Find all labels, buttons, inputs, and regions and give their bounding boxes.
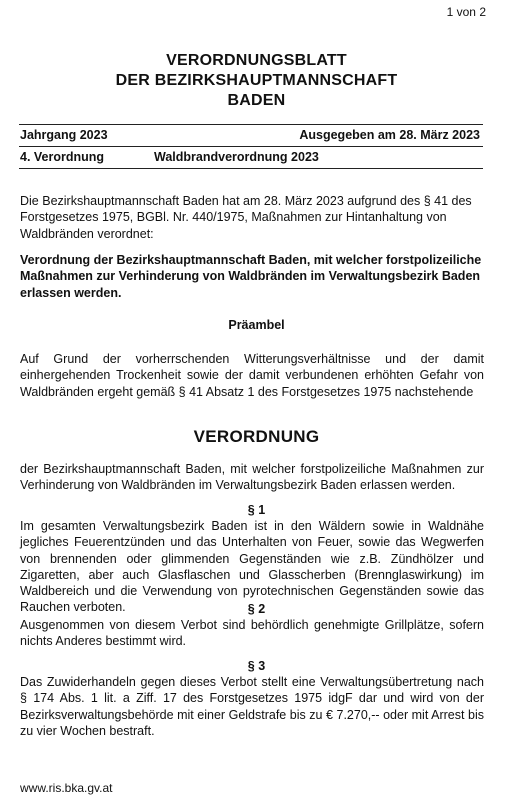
title-line-3: BADEN bbox=[227, 92, 286, 109]
title-line-1: VERORDNUNGSBLATT bbox=[166, 52, 347, 69]
footer-url[interactable]: www.ris.bka.gv.at bbox=[20, 781, 113, 795]
page-indicator: 1 von 2 bbox=[446, 5, 486, 19]
jahrgang: Jahrgang 2023 bbox=[20, 128, 108, 142]
section-1-text: Im gesamten Verwaltungsbezirk Baden ist in den Wäldern sowie in Waldnähe jegliches Feuerentzünden und das Unterhalten von Feuer, sowie das Wegwerfen von brennenden oder glimmenden Gegenständen wie z.B. Zündhölzer und Zigaretten, aber auch Glasflaschen und Glasscherben (Brennglaswirkung) im Waldbereich und die Verwendung von pyrotechnischen Gegenständen sowie das Rauchen verboten. bbox=[20, 519, 484, 615]
ordinance-heading: VERORDNUNG bbox=[193, 427, 320, 446]
preamble-heading: Präambel bbox=[228, 318, 285, 332]
section-2-heading: § 2 bbox=[247, 602, 266, 616]
ausgegeben-date: Ausgegeben am 28. März 2023 bbox=[299, 128, 480, 142]
meta-row-1 bbox=[20, 128, 480, 142]
verordnung-name: Waldbrandverordnung 2023 bbox=[154, 150, 319, 164]
ordinance-text: der Bezirkshauptmannschaft Baden, mit welcher forstpolizeiliche Maßnahmen zur Verhinderung von Waldbränden im Verwaltungsbezirk Baden erlassen werden. bbox=[20, 462, 484, 493]
rule-middle bbox=[19, 146, 483, 147]
verordnung-number: 4. Verordnung bbox=[20, 150, 105, 164]
intro-paragraph: Die Bezirkshauptmannschaft Baden hat am 28. März 2023 aufgrund des § 41 des Forstgesetzes 1975, BGBl. Nr. 440/1975, Maßnahmen zur Hintanhaltung von Waldbränden verordnet: bbox=[20, 194, 472, 241]
document-title bbox=[0, 51, 513, 111]
rule-bottom bbox=[19, 168, 483, 169]
section-2-text: Ausgenommen von diesem Verbot sind behördlich genehmigte Grillplätze, sofern nichts Anderes bestimmt wird. bbox=[20, 618, 484, 649]
rule-top bbox=[19, 124, 483, 125]
section-3-heading: § 3 bbox=[247, 659, 266, 673]
section-1-heading: § 1 bbox=[247, 503, 266, 517]
intro-bold-paragraph: Verordnung der Bezirkshauptmannschaft Baden, mit welcher forstpolizeiliche Maßnahmen zur Verhinderung von Waldbränden im Verwaltungsbezirk Baden erlassen werden. bbox=[20, 253, 482, 300]
meta-row-2 bbox=[20, 150, 480, 164]
preamble-text: Auf Grund der vorherrschenden Witterungsverhältnisse und der damit einhergehenden Trockenheit sowie der damit verbundenen erhöhten Gefahr von Waldbränden ergeht gemäß § 41 Absatz 1 des Forstgesetzes 1975 nachstehende bbox=[20, 352, 484, 399]
title-line-2: DER BEZIRKSHAUPTMANNSCHAFT bbox=[115, 72, 398, 89]
section-3-text: Das Zuwiderhandeln gegen dieses Verbot stellt eine Verwaltungsübertretung nach § 174 Abs. 1 lit. a Ziff. 17 des Forstgesetzes 1975 idgF dar und wird von der Bezirksverwaltungsbehörde mit einer Geldstrafe bis zu € 7.270,-- oder mit Arrest bis zu vier Wochen bestraft. bbox=[20, 675, 484, 738]
